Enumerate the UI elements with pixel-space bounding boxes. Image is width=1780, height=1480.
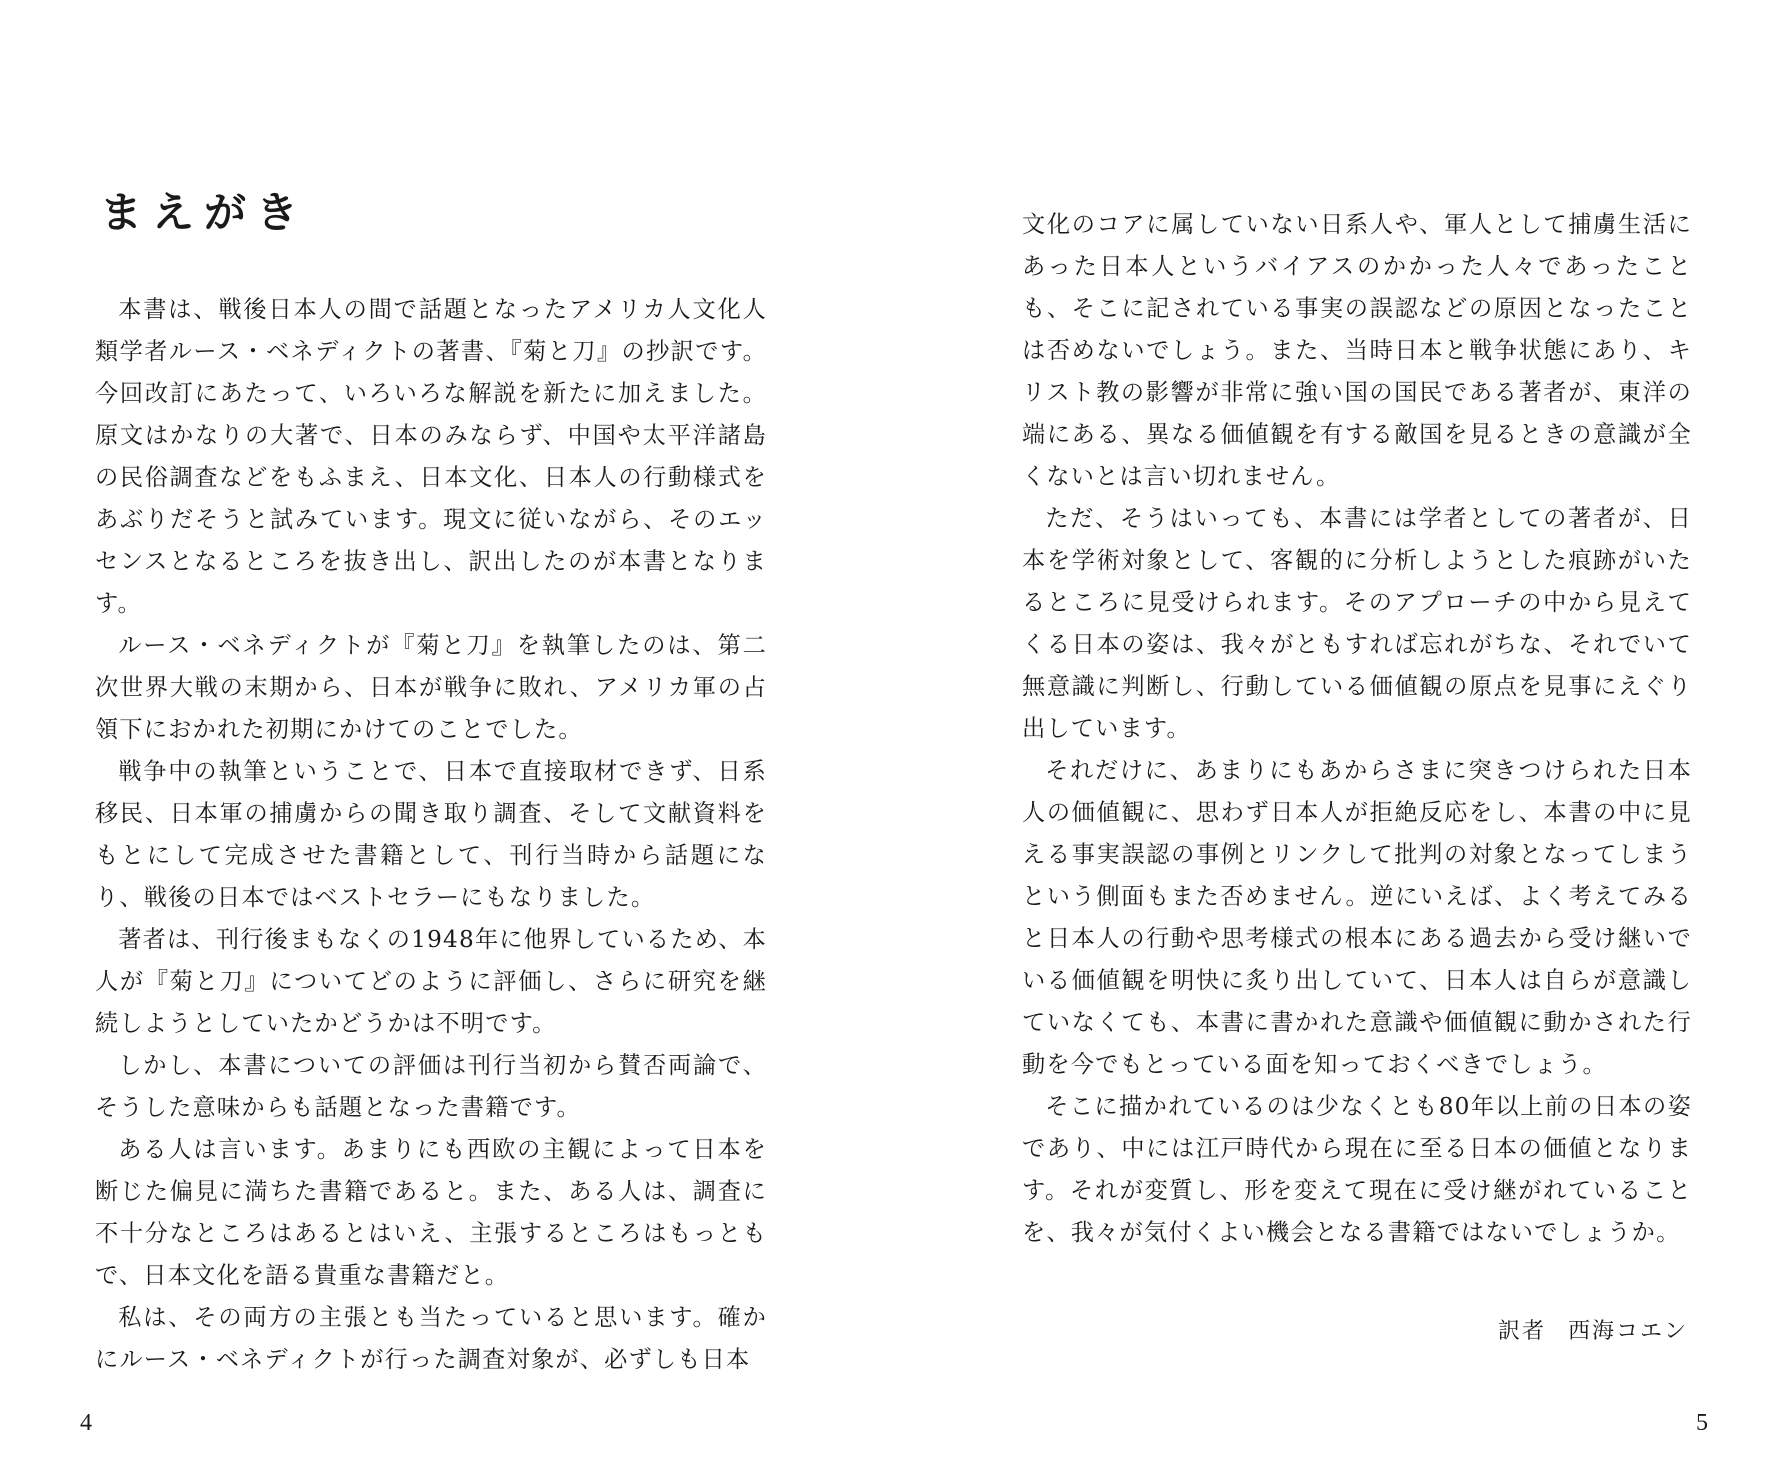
paragraph: 戦争中の執筆ということで、日本で直接取材できず、日系移民、日本軍の捕虜からの聞き取り調査、そして文献資料をもとにして完成させた書籍として、刊行当時から話題になり、戦後の日本ではベストセラーにもなりました。: [95, 758, 767, 911]
translator-name: 西海コエン: [1567, 1319, 1688, 1344]
paragraph: 本書は、戦後日本人の間で話題となったアメリカ人文化人類学者ルース・ベネディクトの著書、『菊と刀』の抄訳です。今回改訂にあたって、いろいろな解説を新たに加えました。原文はかなりの大著で、日本のみならず、中国や太平洋諸島の民俗調査などをもふまえ、日本文化、日本人の行動様式をあぶりだそうと試みています。現文に従いながら、そのエッセンスとなるところを抜き出し、訳出したのが本書となります。: [95, 296, 767, 617]
paragraph: ただ、そうはいっても、本書には学者としての著者が、日本を学術対象として、客観的に分析しようとした痕跡がいたるところに見受けられます。そのアプローチの中から見えてくる日本の姿は、我々がともすれば忘れがちな、それでいて無意識に判断し、行動している価値観の原点を見事にえぐり出しています。: [1022, 505, 1692, 742]
paragraph: ルース・ベネディクトが『菊と刀』を執筆したのは、第二次世界大戦の末期から、日本が戦争に敗れ、アメリカ軍の占領下におかれた初期にかけてのことでした。: [95, 632, 767, 743]
right-page-body: [1022, 204, 1692, 1254]
right-page: [890, 0, 1780, 1480]
page-number-right: 5: [1696, 1410, 1708, 1436]
translator-signature: [1498, 1314, 1688, 1345]
paragraph: それだけに、あまりにもあからさまに突きつけられた日本人の価値観に、思わず日本人が拒絶反応をし、本書の中に見える事実誤認の事例とリンクして批判の対象となってしまうという側面もまた否めません。逆にいえば、よく考えてみると日本人の行動や思考様式の根本にある過去から受け継いでいる価値観を明快に炙り出していて、日本人は自らが意識していなくても、本書に書かれた意識や価値観に動かされた行動を今でもとっている面を知っておくべきでしょう。: [1022, 757, 1692, 1078]
translator-role: 訳者: [1497, 1319, 1546, 1344]
page-title: まえがき: [100, 188, 309, 238]
paragraph: 私は、その両方の主張とも当たっていると思います。確かにルース・ベネディクトが行った調査対象が、必ずしも日本: [95, 1304, 767, 1373]
left-page-body: [95, 289, 767, 1381]
paragraph: しかし、本書についての評価は刊行当初から賛否両論で、そうした意味からも話題となった書籍です。: [95, 1052, 767, 1121]
paragraph: 著者は、刊行後まもなくの1948年に他界しているため、本人が『菊と刀』についてどのように評価し、さらに研究を継続しようとしていたかどうかは不明です。: [95, 926, 767, 1037]
paragraph: ある人は言います。あまりにも西欧の主観によって日本を断じた偏見に満ちた書籍であると。また、ある人は、調査に不十分なところはあるとはいえ、主張するところはもっともで、日本文化を語る貴重な書籍だと。: [95, 1136, 767, 1289]
paragraph-continuation: 文化のコアに属していない日系人や、軍人として捕虜生活にあった日本人というバイアスのかかった人々であったことも、そこに記されている事実の誤認などの原因となったことは否めないでしょう。また、当時日本と戦争状態にあり、キリスト教の影響が非常に強い国の国民である著者が、東洋の端にある、異なる価値観を有する敵国を見るときの意識が全くないとは言い切れません。: [1022, 211, 1692, 490]
page-number-left: 4: [80, 1410, 92, 1436]
paragraph: そこに描かれているのは少なくとも80年以上前の日本の姿であり、中には江戸時代から現在に至る日本の価値となります。それが変質し、形を変えて現在に受け継がれていることを、我々が気付くよい機会となる書籍ではないでしょうか。: [1022, 1093, 1692, 1246]
